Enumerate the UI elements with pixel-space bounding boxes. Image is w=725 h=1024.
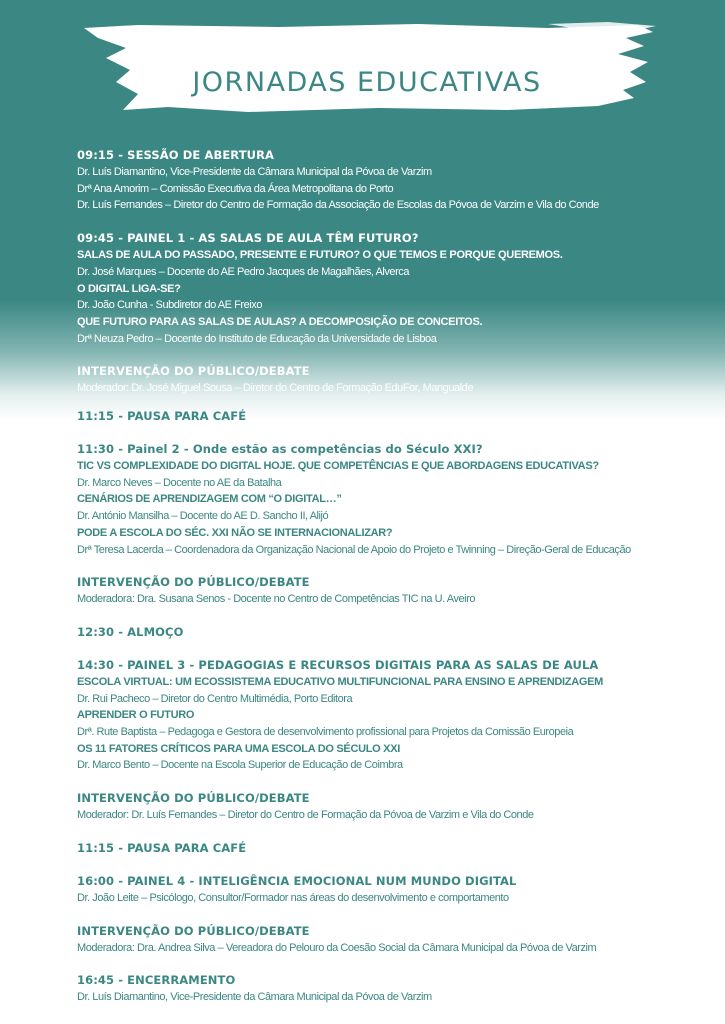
speaker-line: Dr. Luís Diamantino, Vice-Presidente da Câmara Municipal da Póvoa de Varzim [77,991,432,1004]
speaker-line: Dr. António Mansilha – Docente do AE D. Sancho II, Alijó [77,510,329,523]
session-opening [77,147,707,214]
section-heading: 16:45 - ENCERRAMENTO [77,973,236,988]
section-heading: 14:30 - PAINEL 3 - PEDAGOGIAS E RECURSOS DIGITAIS PARA AS SALAS DE AULA [77,657,599,672]
speaker-line: Drª Teresa Lacerda – Coordenadora da Organização Nacional de Apoio do Projeto e Twinning – Direção-Geral de Educação [77,543,631,556]
page-title: JORNADAS EDUCATIVAS [192,67,542,98]
moderator-line: Moderador: Dr. José Miguel Sousa – Diretor do Centro de Formação EduFor, Mangualde [77,382,473,395]
speaker-line: Drª Neuza Pedro – Docente do Instituto de Educação da Universidade de Lisboa [77,332,437,345]
section-heading: INTERVENÇÃO DO PÚBLICO/DEBATE [77,923,310,938]
moderator-line: Moderadora: Dra. Susana Senos - Docente no Centro de Competências TIC na U. Aveiro [77,593,476,606]
talk-title: SALAS DE AULA DO PASSADO, PRESENTE E FUTURO? O QUE TEMOS E PORQUE QUEREMOS. [77,249,563,262]
section-heading: 09:15 - SESSÃO DE ABERTURA [77,148,275,162]
section-heading: 11:15 - PAUSA PARA CAFÉ [77,409,247,423]
session-panel-4 [77,873,707,907]
session-debate-4 [77,923,707,957]
talk-title: CENÁRIOS DE APRENDIZAGEM COM “O DIGITAL…” [77,493,342,506]
speaker-line: Dr. Rui Pacheco – Diretor do Centro Multimédia, Porto Editora [77,692,353,705]
section-heading: INTERVENÇÃO DO PÚBLICO/DEBATE [77,364,310,379]
session-debate-1 [77,363,707,397]
session-panel-2 [77,441,707,558]
speaker-line: Dr. João Leite – Psicólogo, Consultor/Formador nas áreas do desenvolvimento e comportamento [77,891,509,904]
section-heading: INTERVENÇÃO DO PÚBLICO/DEBATE [77,575,310,590]
section-heading: 12:30 - ALMOÇO [77,624,184,639]
talk-title: QUE FUTURO PARA AS SALAS DE AULAS? A DECOMPOSIÇÃO DE CONCEITOS. [77,315,483,328]
session-panel-3 [77,657,707,774]
moderator-line: Moderadora: Dra. Andrea Silva – Vereadora do Pelouro da Coesão Social da Câmara Municipal da Póvoa de Varzim [77,941,597,954]
session-closing [77,972,707,1006]
talk-title: O DIGITAL LIGA-SE? [77,282,181,295]
session-debate-2 [77,574,707,608]
speaker-line: Dr. Marco Bento – Docente na Escola Superior de Educação de Coimbra [77,759,403,772]
speaker-line: Dr. Luís Diamantino, Vice-Presidente da Câmara Municipal da Póvoa de Varzim [77,166,432,178]
section-heading: 09:45 - PAINEL 1 - AS SALAS DE AULA TÊM FUTURO? [77,231,419,246]
session-coffee-break-2 [77,840,707,857]
talk-title: TIC VS COMPLEXIDADE DO DIGITAL HOJE. QUE COMPETÊNCIAS E QUE ABORDAGENS EDUCATIVAS? [77,460,599,472]
speaker-line: Drª. Rute Baptista – Pedagoga e Gestora de desenvolvimento profissional para Projetos da Comissão Europeia [77,726,574,739]
title-banner [78,22,656,114]
speaker-line: Dr. José Marques – Docente do AE Pedro Jacques de Magalhães, Alverca [77,265,409,278]
speaker-line: Dr. Luís Fernandes – Diretor do Centro de Formação da Associação de Escolas da Póvoa de Varzim e Vila do Conde [77,199,599,212]
program-top [77,147,707,417]
talk-title: APRENDER O FUTURO [77,709,195,722]
talk-title: OS 11 FATORES CRÍTICOS PARA UMA ESCOLA DO SÉCULO XXI [77,742,400,755]
speaker-line: Dr. João Cunha - Subdiretor do AE Freixo [77,299,262,312]
talk-title: ESCOLA VIRTUAL: UM ECOSSISTEMA EDUCATIVO MULTIFUNCIONAL PARA ENSINO E APRENDIZAGEM [77,675,604,688]
session-panel-1 [77,230,707,347]
program-bottom [77,408,707,1022]
speaker-line: Drª Ana Amorim – Comissão Executiva da Área Metropolitana do Porto [77,182,394,195]
section-heading: INTERVENÇÃO DO PÚBLICO/DEBATE [77,791,310,806]
section-heading: 11:30 - Painel 2 - Onde estão as competências do Século XXI? [77,442,483,456]
session-lunch [77,624,707,641]
session-debate-3 [77,790,707,824]
section-heading: 16:00 - PAINEL 4 - INTELIGÊNCIA EMOCIONAL NUM MUNDO DIGITAL [77,873,517,888]
talk-title: PODE A ESCOLA DO SÉC. XXI NÃO SE INTERNACIONALIZAR? [77,526,393,539]
moderator-line: Moderador: Dr. Luís Fernandes – Diretor do Centro de Formação da Póvoa de Varzim e Vila do Conde [77,809,534,822]
session-coffee-break [77,408,707,425]
speaker-line: Dr. Marco Neves – Docente no AE da Batalha [77,476,282,489]
section-heading: 11:15 - PAUSA PARA CAFÉ [77,840,247,855]
